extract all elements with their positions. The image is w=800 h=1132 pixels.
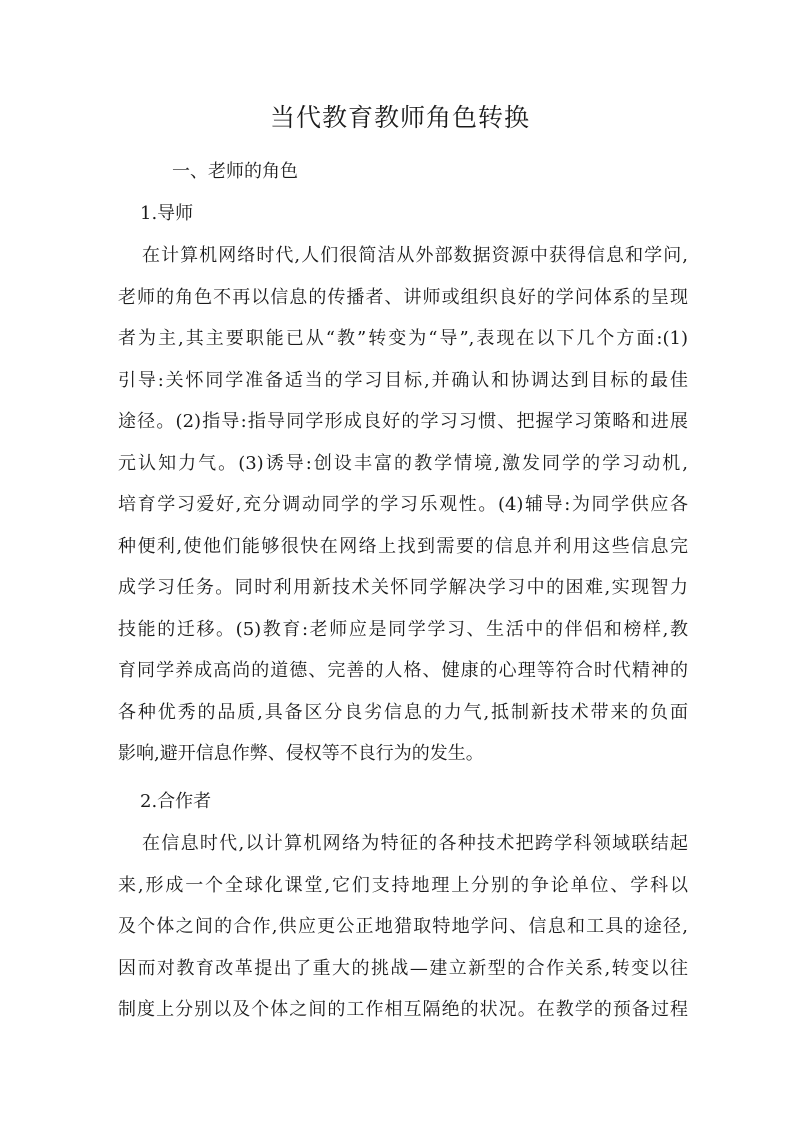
section-heading-teacher-roles: 一、老师的角色: [172, 161, 298, 182]
paragraph-line: 老师的角色不再以信息的传播者、讲师或组织良好的学问体系的呈现: [118, 286, 688, 308]
paragraph-line: 途径。(2)指导:指导同学形成良好的学习习惯、把握学习策略和进展: [118, 411, 688, 432]
paragraph-line: 成学习任务。同时利用新技术关怀同学解决学习中的困难,实现智力: [118, 577, 688, 598]
paragraph-line: 者为主,其主要职能已从“教”转变为“导”,表现在以下几个方面:(1): [118, 328, 688, 349]
document-title: 当代教育教师角色转换: [269, 103, 530, 132]
paragraph-line: 制度上分别以及个体之间的工作相互隔绝的状况。在教学的预备过程: [118, 999, 688, 1020]
paragraph-line: 来,形成一个全球化课堂,它们支持地理上分别的争论单位、学科以: [118, 874, 688, 896]
paragraph-line: 培育学习爱好,充分调动同学的学习乐观性。(4)辅导:为同学供应各: [118, 494, 688, 515]
paragraph-line: 在计算机网络时代,人们很简洁从外部数据资源中获得信息和学问,: [142, 245, 688, 266]
paragraph-line: 因而对教育改革提出了重大的挑战—建立新型的合作关系,转变以往: [118, 957, 688, 979]
paragraph-line: 各种优秀的品质,具备区分良劣信息的力气,抵制新技术带来的负面: [118, 701, 688, 723]
paragraph-line: 及个体之间的合作,供应更公正地猎取特地学问、信息和工具的途径,: [118, 916, 688, 937]
paragraph-line: 引导:关怀同学准备适当的学习目标,并确认和协调达到目标的最佳: [118, 369, 688, 391]
paragraph-line: 元认知力气。(3)诱导:创设丰富的教学情境,激发同学的学习动机,: [118, 452, 688, 474]
paragraph-line: 技能的迁移。(5)教育:老师应是同学学习、生活中的伴侣和榜样,教: [118, 618, 688, 640]
paragraph-line: 影响,避开信息作弊、侵权等不良行为的发生。: [118, 743, 484, 764]
paragraph-line: 种便利,使他们能够很快在网络上找到需要的信息并利用这些信息完: [118, 535, 688, 557]
paragraph-line: 育同学养成高尚的道德、完善的人格、健康的心理等符合时代精神的: [118, 660, 688, 681]
subheading-collaborator: 2.合作者: [140, 791, 212, 812]
paragraph-line: 在信息时代,以计算机网络为特征的各种技术把跨学科领域联结起: [142, 833, 688, 854]
subheading-mentor: 1.导师: [140, 203, 194, 224]
